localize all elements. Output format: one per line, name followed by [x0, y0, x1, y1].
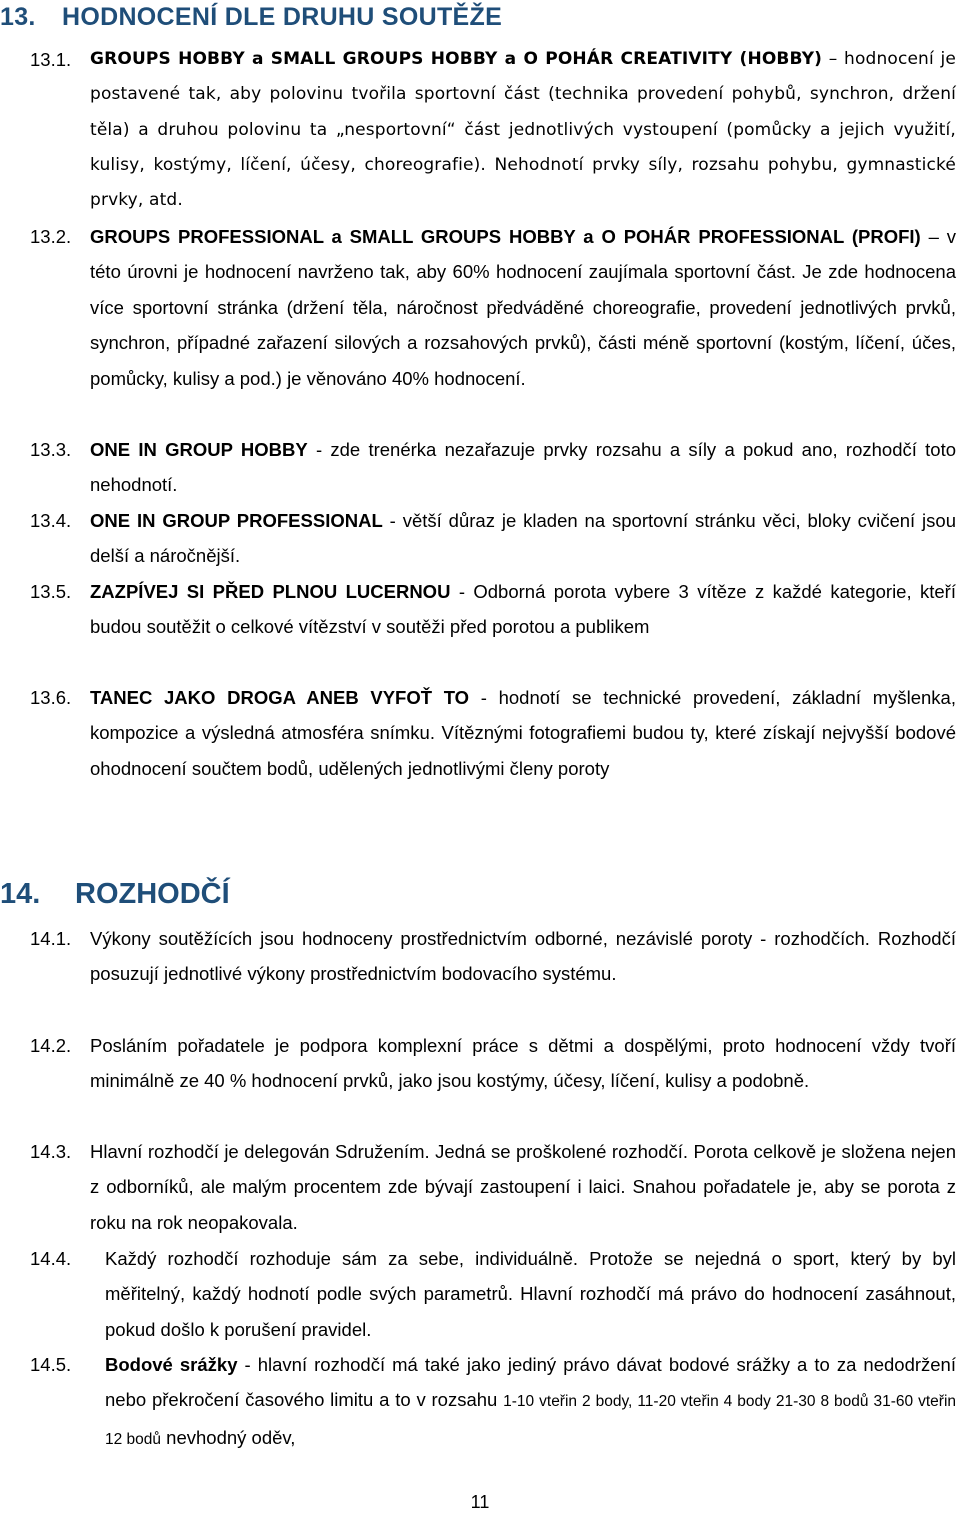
item-text-tail: nevhodný oděv, [161, 1426, 296, 1448]
item-text: – v této úrovni je hodnocení navrženo tak, aby 60% hodnocení zaujímala sportovní část. Je zde hodnocena více sportovní stránka (držení těla, náročnost předváděné choreografie, provedení jednotlivých prvků, synchron, případné zařazení silových a rozsahových prvků), části méně sportovní (kostým, líčení, účes, pomůcky, kulisy a pod.) je věnováno 40% hodnocení. [90, 226, 956, 389]
item-lead: GROUPS HOBBY a SMALL GROUPS HOBBY a O POHÁR CREATIVITY (HOBBY) [90, 49, 823, 69]
item-body [90, 680, 956, 786]
item-text: - zde trenérka nezařazuje prvky rozsahu a síly a pokud ano, rozhodčí toto nehodnotí. [90, 439, 956, 496]
item-body [90, 503, 956, 574]
item-text: - hodnotí se technické provedení, základní myšlenka, kompozice a výsledná atmosféra snímku. Vítěznými fotografiemi budou ty, které získají nejvyšší bodové ohodnocení součtem bodů, udělených jednotlivými členy poroty [90, 687, 956, 779]
item-lead: Bodové srážky [105, 1354, 238, 1375]
section-title: ROZHODČÍ [75, 878, 230, 910]
item-body [90, 432, 956, 503]
item-lead: ONE IN GROUP HOBBY [90, 439, 308, 460]
section-number: 13. [0, 3, 36, 31]
item-number: 13.5. [30, 581, 72, 602]
item-lead: ZAZPÍVEJ SI PŘED PLNOU LUCERNOU [90, 581, 451, 602]
item-number: 14.3. [30, 1141, 72, 1162]
item-number: 14.5. [30, 1354, 72, 1375]
item-number: 13.4. [30, 510, 72, 531]
item-body: Hlavní rozhodčí je delegován Sdružením. Jedná se proškolené rozhodčí. Porota celkově je složena nejen z odborníků, ale malým procentem zde bývají zastoupení i laici. Snahou pořadatele je, aby se porota z roku na rok neopakovala. [90, 1141, 956, 1233]
penalty-table-text: 1-10 vteřin 2 body, 11-20 vteřin 4 body 21-30 8 bodů 31-60 vteřin 12 bodů [105, 1393, 957, 1448]
item-body: Výkony soutěžících jsou hodnoceny prostřednictvím odborné, nezávislé poroty - rozhodčích. Rozhodčí posuzují jednotlivé výkony prostřednictvím bodovacího systému. [90, 928, 956, 985]
section-heading-13 [0, 3, 502, 32]
section-heading-14 [0, 878, 230, 911]
page-number: 11 [470, 1492, 490, 1512]
section-title: HODNOCENÍ DLE DRUHU SOUTĚŽE [62, 3, 503, 31]
item-number: 14.4. [30, 1248, 72, 1269]
item-body: Posláním pořadatele je podpora komplexní práce s dětmi a dospělými, proto hodnocení vždy tvoří minimálně ze 40 % hodnocení prvků, jako jsou kostýmy, účesy, líčení, kulisy a podobně. [90, 1035, 956, 1092]
item-number: 13.2. [30, 226, 72, 247]
section-number: 14. [0, 878, 41, 910]
item-lead: GROUPS PROFESSIONAL a SMALL GROUPS HOBBY a O POHÁR PROFESSIONAL (PROFI) [90, 226, 921, 247]
item-body: Každý rozhodčí rozhoduje sám za sebe, individuálně. Protože se nejedná o sport, který by byl měřitelný, každý hodnotí podle svých parametrů. Hlavní rozhodčí má právo do hodnocení zasáhnout, pokud došlo k porušení pravidel. [105, 1248, 956, 1340]
item-body [90, 219, 956, 396]
item-number: 13.3. [30, 439, 72, 460]
item-lead: TANEC JAKO DROGA ANEB VYFOŤ TO [90, 687, 470, 708]
item-lead: ONE IN GROUP PROFESSIONAL [90, 510, 383, 531]
item-number: 14.2. [30, 1035, 72, 1056]
item-text: – hodnocení je postavené tak, aby polovinu tvořila sportovní část (technika provedení pohybů, synchron, držení těla) a druhou polovinu ta „nesportovní“ část jednotlivých vystoupení (pomůcky a jejich využití, kulisy, kostýmy, líčení, účesy, choreografie). Nehodnotí prvky síly, rozsahu pohybu, gymnastické prvky, atd. [90, 49, 956, 211]
item-body [105, 1347, 956, 1457]
item-body [90, 574, 956, 645]
item-number: 13.6. [30, 687, 72, 708]
item-number: 14.1. [30, 928, 72, 949]
item-number: 13.1. [30, 49, 72, 70]
item-text: - větší důraz je kladen na sportovní stránku věci, bloky cvičení jsou delší a náročnější. [90, 510, 956, 567]
item-body [90, 42, 956, 218]
item-text: - hlavní rozhodčí má také jako jediný právo dávat bodové srážky a to za nedodržení nebo překročení časového limitu a to v rozsahu [105, 1354, 956, 1411]
item-text: - Odborná porota vybere 3 vítěze z každé kategorie, kteří budou soutěžit o celkové vítězství v soutěži před porotou a publikem [90, 581, 956, 638]
